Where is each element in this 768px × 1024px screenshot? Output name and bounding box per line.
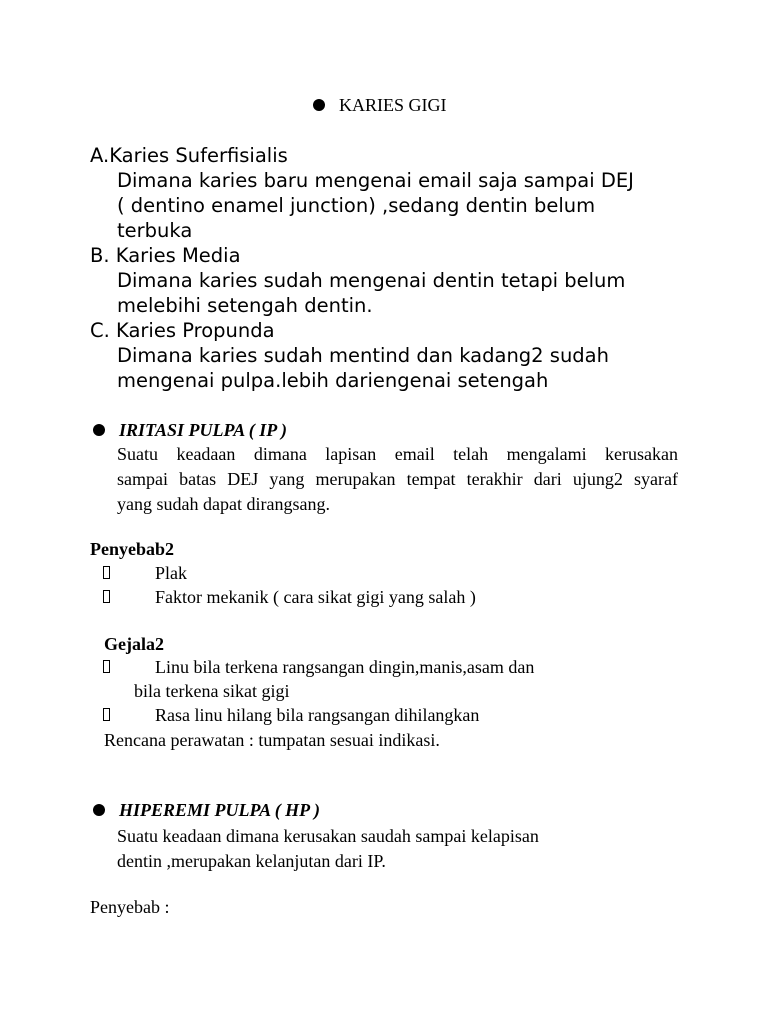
- bullet-glyph-icon: [103, 708, 110, 721]
- doc-title: [313, 95, 447, 116]
- hp-paragraph-line: Suatu keadaan dimana kerusakan saudah sampai kelapisan: [117, 826, 539, 846]
- hp-heading-text: HIPEREMI PULPA ( HP ): [119, 800, 321, 820]
- bullet-icon: [93, 804, 105, 816]
- hp-paragraph-line: dentin ,merupakan kelanjutan dari IP.: [117, 851, 386, 871]
- bullet-icon: [93, 424, 105, 436]
- karies-c-heading: C. Karies Propunda: [90, 319, 275, 342]
- list-item: [103, 705, 480, 726]
- karies-b-line: melebihi setengah dentin.: [117, 294, 373, 317]
- karies-a-line: Dimana karies baru mengenai email saja sampai DEJ: [117, 169, 634, 192]
- bullet-icon: [313, 99, 325, 111]
- bullet-glyph-icon: [103, 660, 110, 673]
- ip-treatment: Rencana perawatan : tumpatan sesuai indikasi.: [104, 730, 440, 750]
- karies-a-line: terbuka: [117, 219, 193, 242]
- list-item: [103, 563, 188, 584]
- ip-paragraph-line: yang sudah dapat dirangsang.: [117, 494, 330, 514]
- karies-c-line: mengenai pulpa.lebih dariengenai setengah: [117, 369, 549, 392]
- ip-paragraph-line: Suatu keadaan dimana lapisan email telah mengalami kerusakan: [117, 444, 678, 464]
- list-item-continuation: bila terkena sikat gigi: [134, 681, 290, 701]
- ip-heading: [93, 420, 287, 441]
- doc-title-text: KARIES GIGI: [339, 95, 447, 115]
- karies-b-line: Dimana karies sudah mengenai dentin tetapi belum: [117, 269, 626, 292]
- list-item-text: Plak: [155, 563, 188, 583]
- list-item: [103, 587, 476, 608]
- bullet-glyph-icon: [103, 566, 110, 579]
- bullet-glyph-icon: [103, 590, 110, 603]
- karies-a-line: ( dentino enamel junction) ,sedang dentin belum: [117, 194, 596, 217]
- karies-a-heading: A.Karies Suferfisialis: [90, 144, 288, 167]
- karies-b-heading: B. Karies Media: [90, 244, 241, 267]
- hp-heading: [93, 800, 320, 821]
- ip-symptoms-heading: Gejala2: [104, 634, 164, 654]
- ip-causes-heading: Penyebab2: [90, 539, 175, 559]
- karies-c-line: Dimana karies sudah mentind dan kadang2 sudah: [117, 344, 609, 367]
- hp-causes-heading: Penyebab :: [90, 897, 170, 917]
- list-item-text: Linu bila terkena rangsangan dingin,manis,asam dan: [155, 657, 535, 677]
- ip-heading-text: IRITASI PULPA ( IP ): [119, 420, 288, 440]
- ip-paragraph-line: sampai batas DEJ yang merupakan tempat terakhir dari ujung2 syaraf: [117, 469, 678, 489]
- list-item-text: Rasa linu hilang bila rangsangan dihilangkan: [155, 705, 480, 725]
- list-item: [103, 657, 535, 678]
- list-item-text: Faktor mekanik ( cara sikat gigi yang salah ): [155, 587, 476, 607]
